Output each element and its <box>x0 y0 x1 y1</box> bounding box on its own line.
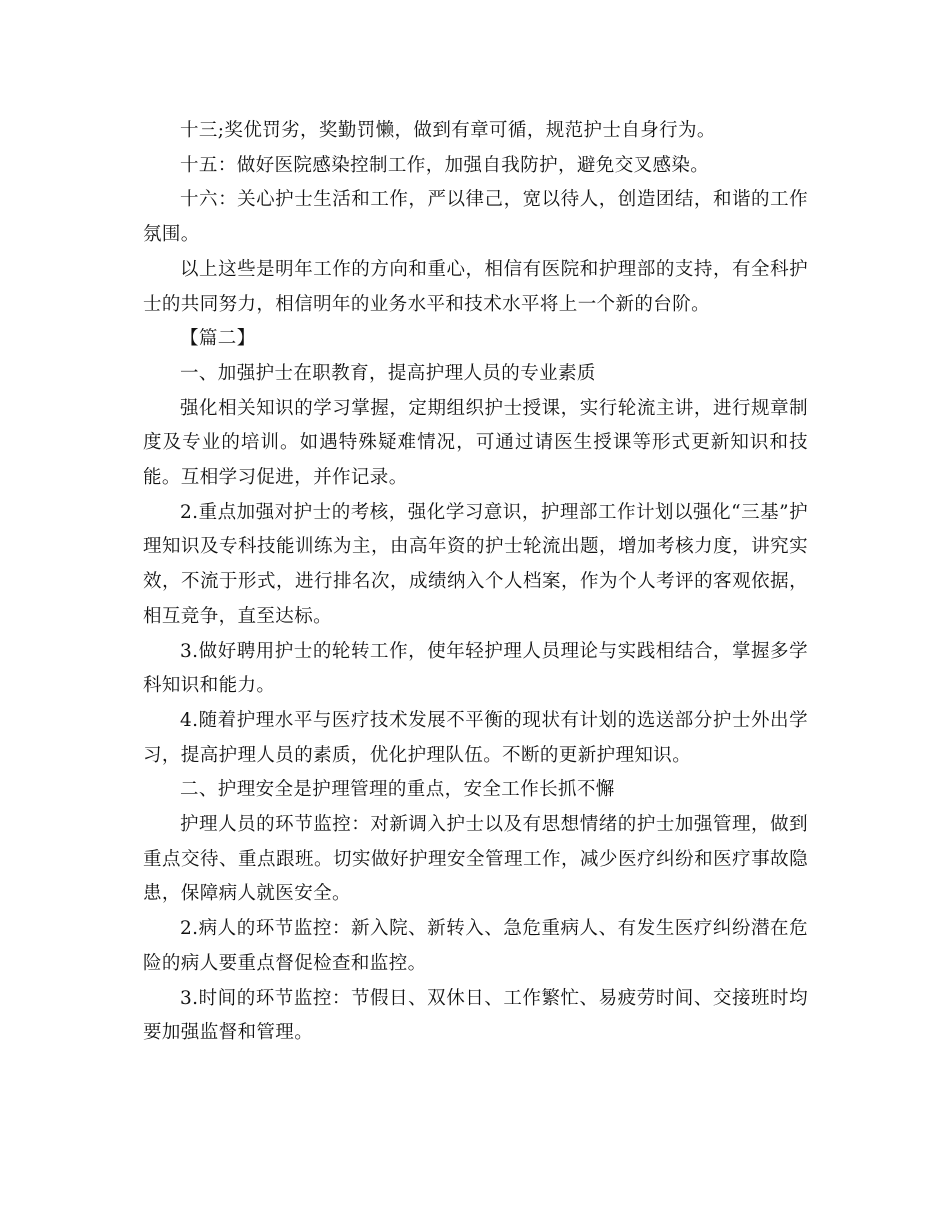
paragraph-15: 十五：做好医院感染控制工作，加强自我防护，避免交叉感染。 <box>180 154 710 176</box>
heading-education: 一、加强护士在职教育，提高护理人员的专业素质 <box>180 362 596 384</box>
paragraph-education-4: 4.随着护理水平与医疗技术发展不平衡的现状有计划的选送部分护士外出学习，提高护理人员的素质，优化护理队伍。不断的更新护理知识。 <box>143 709 808 766</box>
paragraph-education-2: 2.重点加强对护士的考核，强化学习意识，护理部工作计划以强化“三基”护理知识及专科技能训练为主，由高年资的护士轮流出题，增加考核力度，讲究实效，不流于形式，进行排名次，成绩纳入个人档案，作为个人考评的客观依据，相互竞争，直至达标。 <box>143 501 808 627</box>
section-heading-part-two: 【篇二】 <box>180 328 256 350</box>
paragraph-safety-3: 3.时间的环节监控：节假日、双休日、工作繁忙、易疲劳时间、交接班时均要加强监督和管理。 <box>143 987 808 1044</box>
paragraph-education-1: 强化相关知识的学习掌握，定期组织护士授课，实行轮流主讲，进行规章制度及专业的培训。如遇特殊疑难情况，可通过请医生授课等形式更新知识和技能。互相学习促进，并作记录。 <box>143 397 808 489</box>
paragraph-safety-2: 2.病人的环节监控：新入院、新转入、急危重病人、有发生医疗纠纷潜在危险的病人要重点督促检查和监控。 <box>143 918 808 974</box>
paragraph-summary: 以上这些是明年工作的方向和重心，相信有医院和护理部的支持，有全科护士的共同努力，相信明年的业务水平和技术水平将上一个新的台阶。 <box>143 258 808 315</box>
document-body <box>143 114 808 1051</box>
paragraph-safety-1: 护理人员的环节监控：对新调入护士以及有思想情绪的护士加强管理，做到重点交待、重点跟班。切实做好护理安全管理工作，减少医疗纠纷和医疗事故隐患，保障病人就医安全。 <box>143 814 808 905</box>
paragraph-13: 十三;奖优罚劣，奖勤罚懒，做到有章可循，规范护士自身行为。 <box>180 120 716 141</box>
heading-safety: 二、护理安全是护理管理的重点，安全工作长抓不懈 <box>180 779 615 801</box>
paragraph-16: 十六：关心护士生活和工作，严以律己，宽以待人，创造团结，和谐的工作氛围。 <box>143 189 808 246</box>
paragraph-education-3: 3.做好聘用护士的轮转工作，使年轻护理人员理论与实践相结合，掌握多学科知识和能力。 <box>143 640 808 697</box>
